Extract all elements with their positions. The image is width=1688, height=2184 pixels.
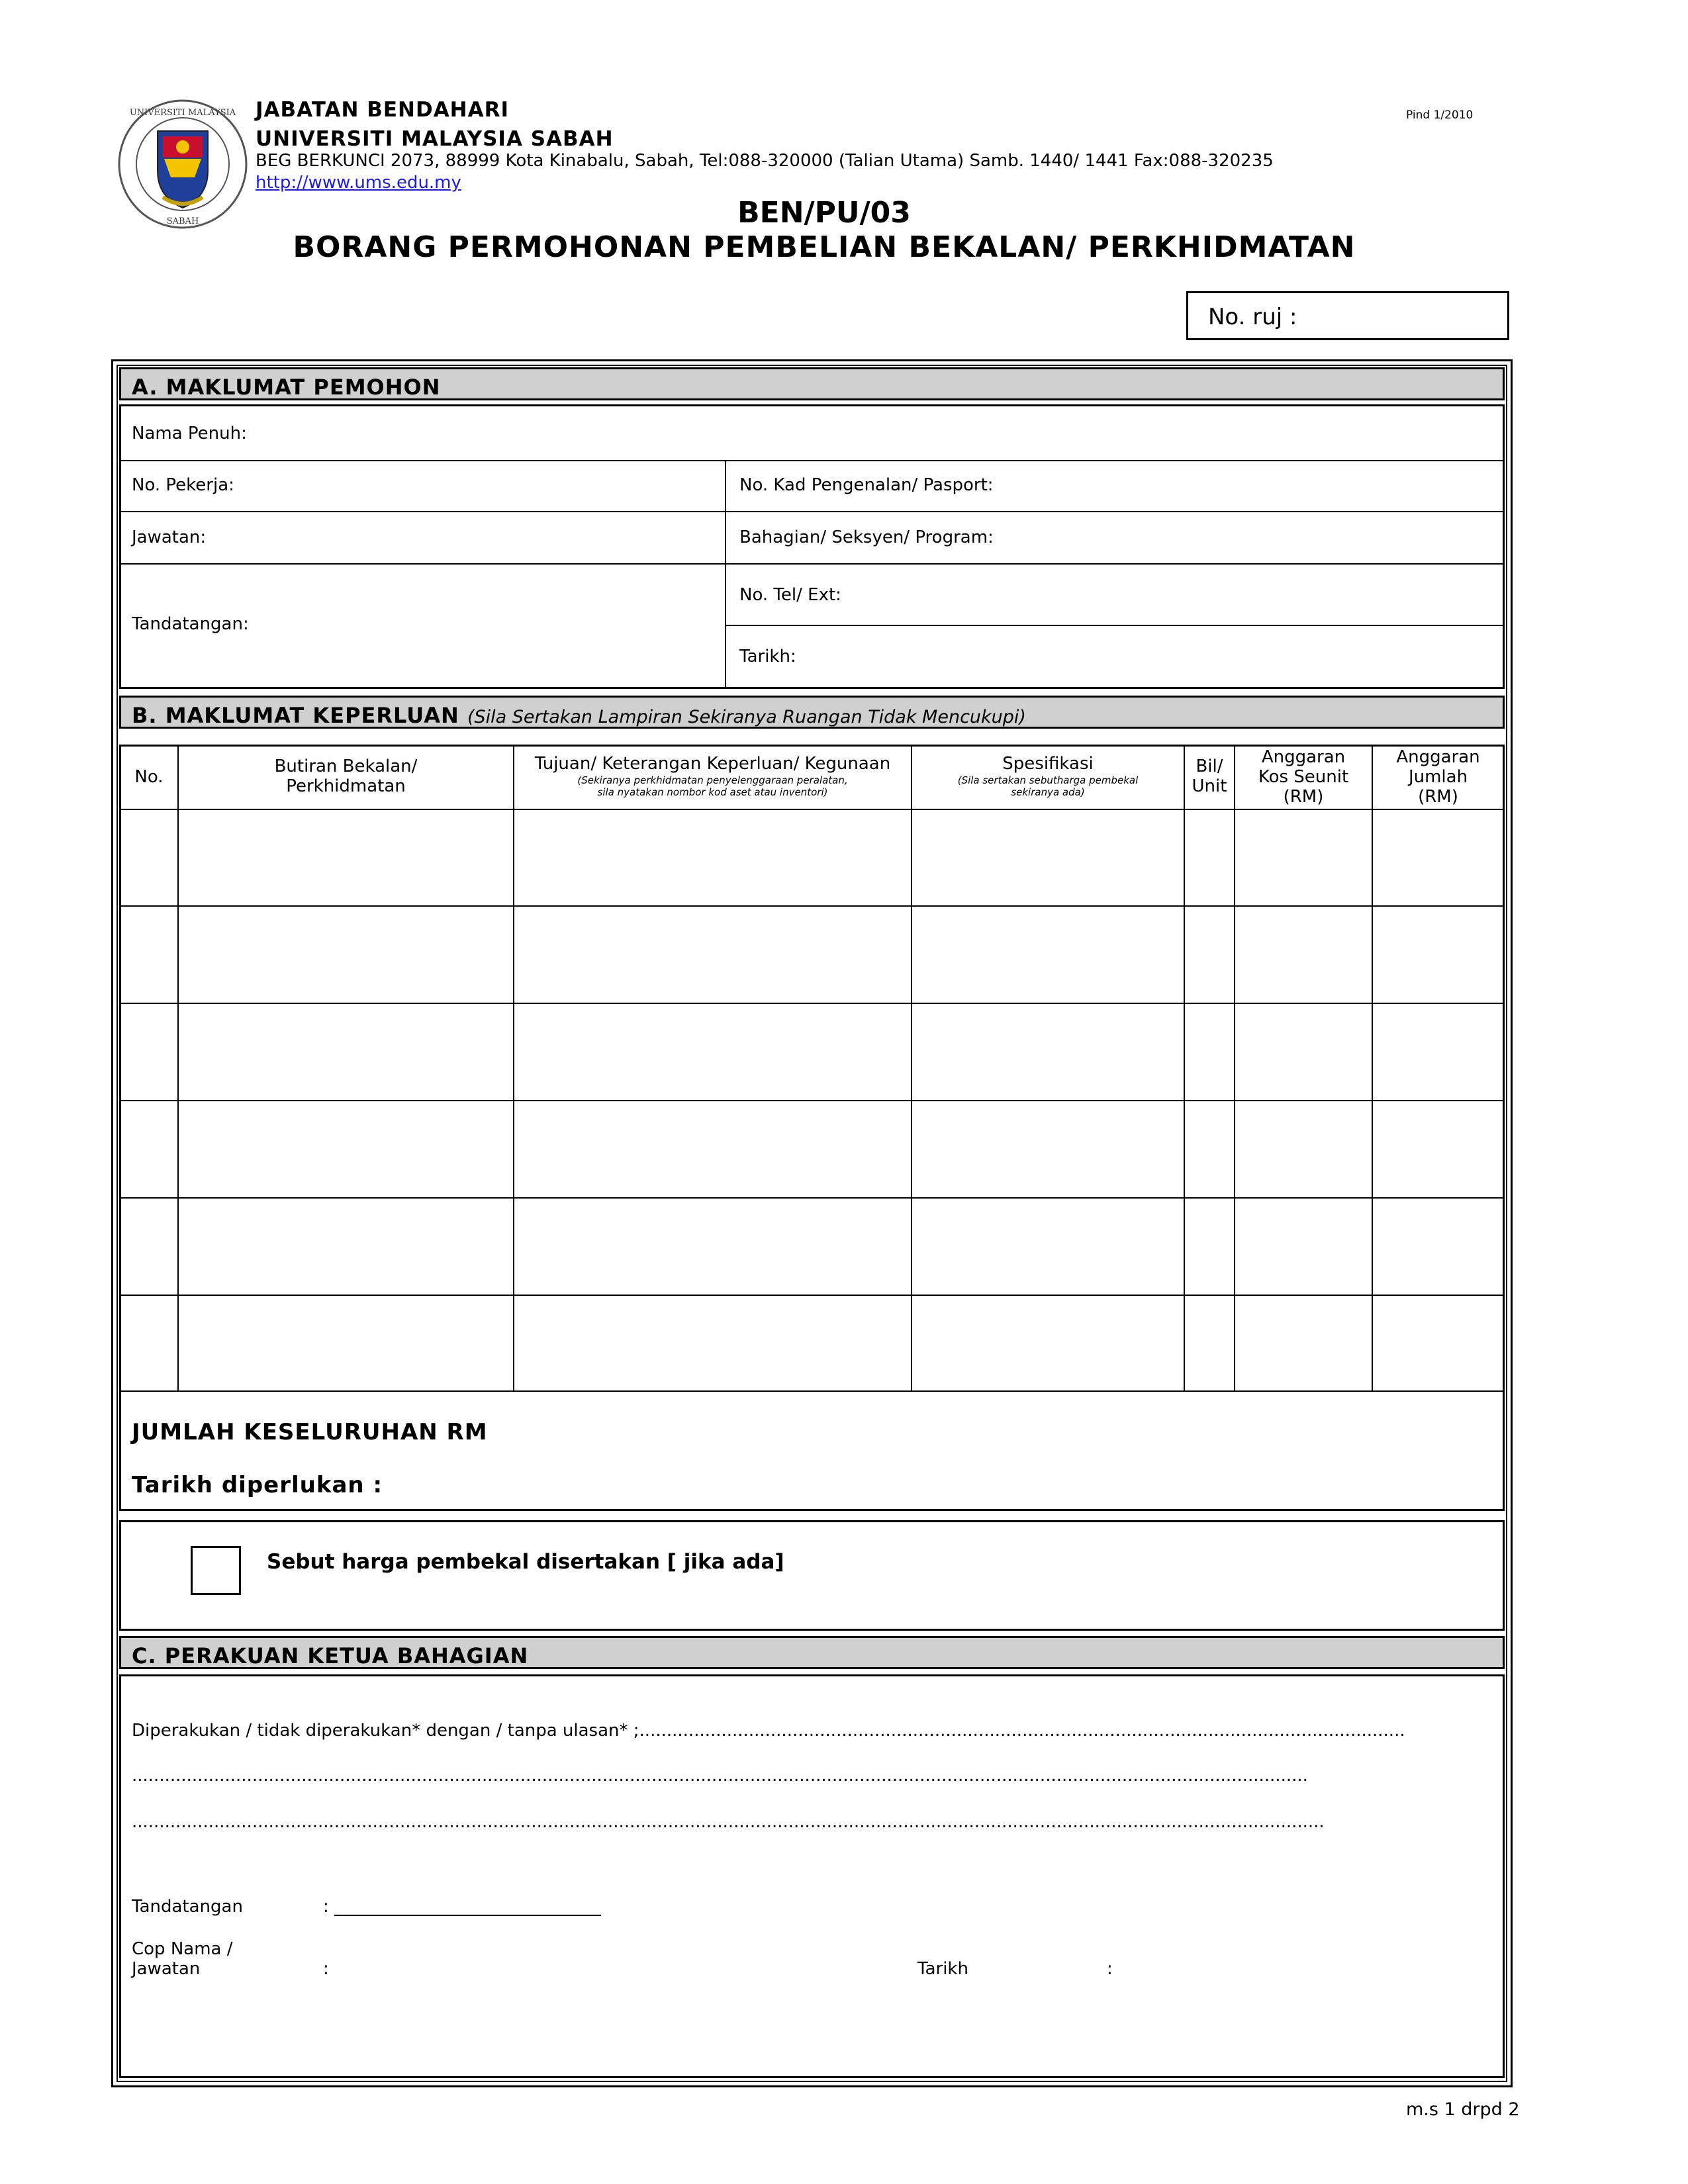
col-jumlah-line2: Jumlah [1408, 766, 1468, 787]
c-jawatan-colon[interactable]: : [323, 1959, 329, 1979]
col-spesifikasi-note2: sekiranya ada) [1011, 786, 1085, 798]
col-kos-line2: Kos Seunit [1258, 766, 1349, 787]
reference-number-label: No. ruj : [1208, 304, 1297, 330]
no-tel-label: No. Tel/ Ext: [739, 585, 841, 605]
website-link[interactable]: http://www.ums.edu.my [256, 173, 461, 193]
perakuan-line-1[interactable]: Diperakukan / tidak diperakukan* dengan / tanpa ulasan* ;............................................................................................................................................ [132, 1721, 1405, 1741]
col-bil-line1: Bil/ [1196, 756, 1223, 776]
divider [725, 461, 726, 688]
section-b-title: B. MAKLUMAT KEPERLUAN [132, 703, 459, 728]
quotation-checkbox[interactable] [191, 1546, 241, 1595]
page-number: m.s 1 drpd 2 [1406, 2099, 1520, 2120]
section-c-title: C. PERAKUAN KETUA BAHAGIAN [132, 1643, 529, 1668]
col-no [120, 768, 177, 788]
divider [120, 460, 1503, 461]
col-kos-seunit [1235, 748, 1372, 807]
section-b-header [119, 696, 1505, 729]
section-c-header [119, 1636, 1505, 1669]
c-tarikh-colon[interactable]: : [1107, 1959, 1113, 1979]
col-tujuan-note1: (Sekiranya perkhidmatan penyelenggaraan peralatan, [577, 774, 848, 786]
section-a-title: A. MAKLUMAT PEMOHON [132, 375, 441, 400]
col-jumlah [1373, 748, 1503, 807]
col-spesifikasi-title: Spesifikasi [1002, 754, 1094, 774]
nama-penuh-label: Nama Penuh: [132, 424, 247, 443]
bahagian-label: Bahagian/ Seksyen/ Program: [739, 527, 994, 547]
row-divider [120, 1100, 1503, 1101]
row-divider [120, 1003, 1503, 1004]
department-name: JABATAN BENDAHARI [256, 98, 510, 122]
col-no-text: No. [134, 767, 164, 787]
tandatangan-label: Tandatangan: [132, 614, 249, 634]
jumlah-keseluruhan-label: JUMLAH KESELURUHAN RM [132, 1419, 488, 1445]
c-tandatangan-line[interactable]: : _______________________________ [323, 1897, 602, 1917]
row-divider [120, 1197, 1503, 1199]
c-cop-nama-label: Cop Nama / [132, 1939, 233, 1959]
col-butiran-line2: Perkhidmatan [286, 776, 406, 796]
divider [726, 625, 1503, 626]
col-jumlah-line3: (RM) [1418, 786, 1458, 807]
row-divider [120, 809, 1503, 810]
svg-text:SABAH: SABAH [166, 216, 199, 226]
section-b-title-wrap [132, 703, 1026, 728]
col-tujuan-title: Tujuan/ Keterangan Keperluan/ Kegunaan [534, 754, 891, 774]
col-bil-unit [1185, 757, 1234, 797]
c-tandatangan-label: Tandatangan [132, 1897, 243, 1917]
perakuan-line-2[interactable]: ....................................................................................................................................................................................................................... [132, 1766, 1308, 1786]
jawatan-label: Jawatan: [132, 527, 207, 547]
col-spesifikasi [912, 754, 1184, 798]
reference-number-field[interactable] [1186, 291, 1509, 340]
university-name: UNIVERSITI MALAYSIA SABAH [256, 127, 614, 151]
tarikh-diperlukan-label: Tarikh diperlukan : [132, 1472, 383, 1498]
address: BEG BERKUNCI 2073, 88999 Kota Kinabalu, Sabah, Tel:088-320000 (Talian Utama) Samb. 1440/ 1441 Fax:088-320235 [256, 151, 1274, 171]
col-tujuan-note2: sila nyatakan nombor kod aset atau inventori) [597, 786, 828, 798]
col-butiran-line1: Butiran Bekalan/ [274, 756, 418, 776]
no-pekerja-label: No. Pekerja: [132, 475, 234, 495]
section-a-header [119, 367, 1505, 400]
quotation-label: Sebut harga pembekal disertakan [ jika ada] [267, 1550, 784, 1574]
svg-text:UNIVERSITI MALAYSIA: UNIVERSITI MALAYSIA [129, 108, 236, 118]
form-code: BEN/PU/03 [737, 196, 911, 230]
col-spesifikasi-note1: (Sila sertakan sebutharga pembekal [957, 774, 1139, 786]
perakuan-line-3[interactable]: .......................................................................................................................................................................................................................... [132, 1812, 1325, 1832]
divider [120, 563, 1503, 565]
tarikh-label: Tarikh: [739, 647, 796, 666]
col-kos-line3: (RM) [1283, 786, 1324, 807]
revision-code: Pind 1/2010 [1406, 109, 1474, 122]
col-jumlah-line1: Anggaran [1396, 747, 1480, 767]
quotation-box [119, 1520, 1505, 1631]
divider [120, 511, 1503, 512]
row-divider [120, 905, 1503, 907]
col-bil-line2: Unit [1192, 776, 1227, 796]
row-divider [120, 1295, 1503, 1296]
col-tujuan [514, 754, 911, 798]
col-kos-line1: Anggaran [1261, 747, 1346, 767]
c-tarikh-label: Tarikh [917, 1959, 968, 1979]
section-b-note: (Sila Sertakan Lampiran Sekiranya Ruangan Tidak Mencukupi) [467, 707, 1026, 727]
col-butiran [179, 757, 513, 797]
c-jawatan-label: Jawatan [132, 1959, 201, 1979]
form-title: BORANG PERMOHONAN PEMBELIAN BEKALAN/ PERKHIDMATAN [293, 230, 1356, 264]
no-kad-label: No. Kad Pengenalan/ Pasport: [739, 475, 994, 495]
items-table [119, 745, 1505, 1511]
row-divider [120, 1390, 1503, 1392]
